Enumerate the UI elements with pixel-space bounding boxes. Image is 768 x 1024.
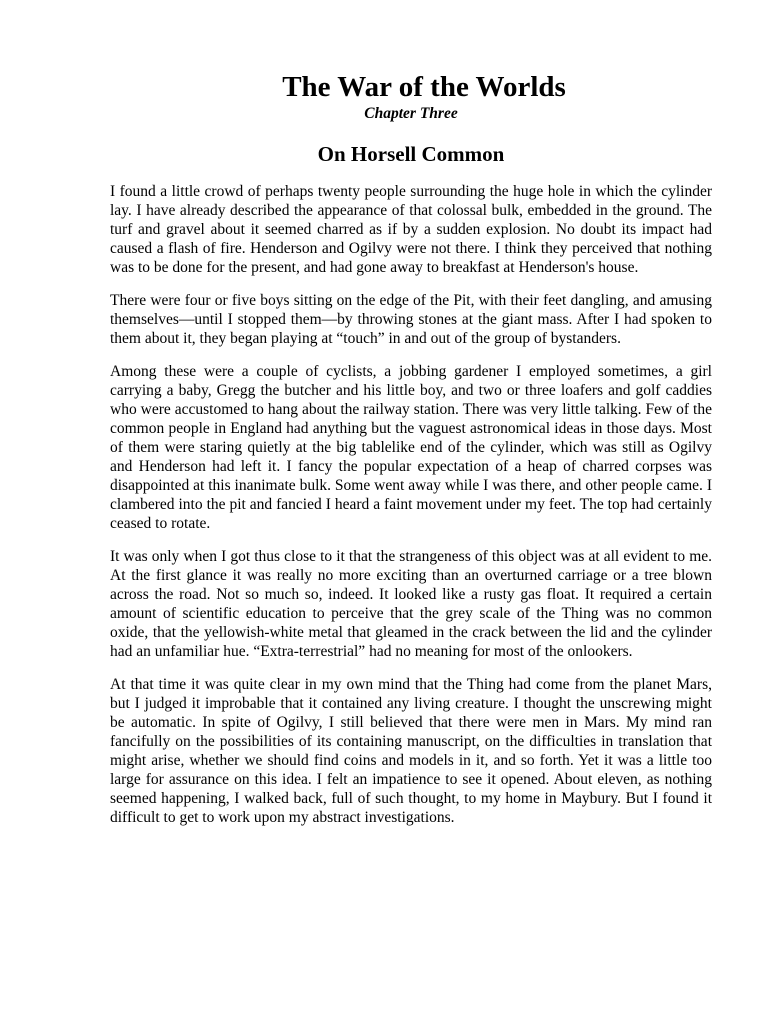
book-title: The War of the Worlds [282,71,566,103]
body-text [110,182,712,841]
chapter-title: On Horsell Common [317,142,505,166]
paragraph: There were four or five boys sitting on the edge of the Pit, with their feet dangling, and amusing themselves—until I stopped them—by throwing stones at the giant mass. After I had spoken to them about it, they began playing at “touch” in and out of the group of bystanders. [110,292,712,347]
paragraph: I found a little crowd of perhaps twenty people surrounding the huge hole in which the cylinder lay. I have already described the appearance of that colossal bulk, embedded in the ground. The turf and gravel about it seemed charred as if by a sudden explosion. No doubt its impact had caused a flash of fire. Henderson and Ogilvy were not there. I think they perceived that nothing was to be done for the present, and had gone away to breakfast at Henderson's house. [110,183,712,276]
paragraph: At that time it was quite clear in my own mind that the Thing had come from the planet Mars, but I judged it improbable that it contained any living creature. I thought the unscrewing might be automatic. In spite of Ogilvy, I still believed that there were men in Mars. My mind ran fancifully on the possibilities of its containing manuscript, on the difficulties in translation that might arise, whether we should find coins and models in it, and so forth. Yet it was a little too large for assurance on this idea. I felt an impatience to see it opened. About eleven, as nothing seemed happening, I walked back, full of such thought, to my home in Maybury. But I found it difficult to get to work upon my abstract investigations. [110,676,712,826]
paragraph: Among these were a couple of cyclists, a jobbing gardener I employed sometimes, a girl carrying a baby, Gregg the butcher and his little boy, and two or three loafers and golf caddies who were accustomed to hang about the railway station. There was very little talking. Few of the common people in England had anything but the vaguest astronomical ideas in those days. Most of them were staring quietly at the big tablelike end of the cylinder, which was still as Ogilvy and Henderson had left it. I fancy the popular expectation of a heap of charred corpses was disappointed at this inanimate bulk. Some went away while I was there, and other people came. I clambered into the pit and fancied I heard a faint movement under my feet. The top had certainly ceased to rotate. [110,363,712,532]
chapter-label: Chapter Three [364,105,458,122]
paragraph: It was only when I got thus close to it that the strangeness of this object was at all evident to me. At the first glance it was really no more exciting than an overturned carriage or a tree blown across the road. Not so much so, indeed. It looked like a rusty gas float. It required a certain amount of scientific education to perceive that the grey scale of the Thing was no common oxide, that the yellowish-white metal that gleamed in the crack between the lid and the cylinder had an unfamiliar hue. “Extra-terrestrial” had no meaning for most of the onlookers. [110,548,712,660]
